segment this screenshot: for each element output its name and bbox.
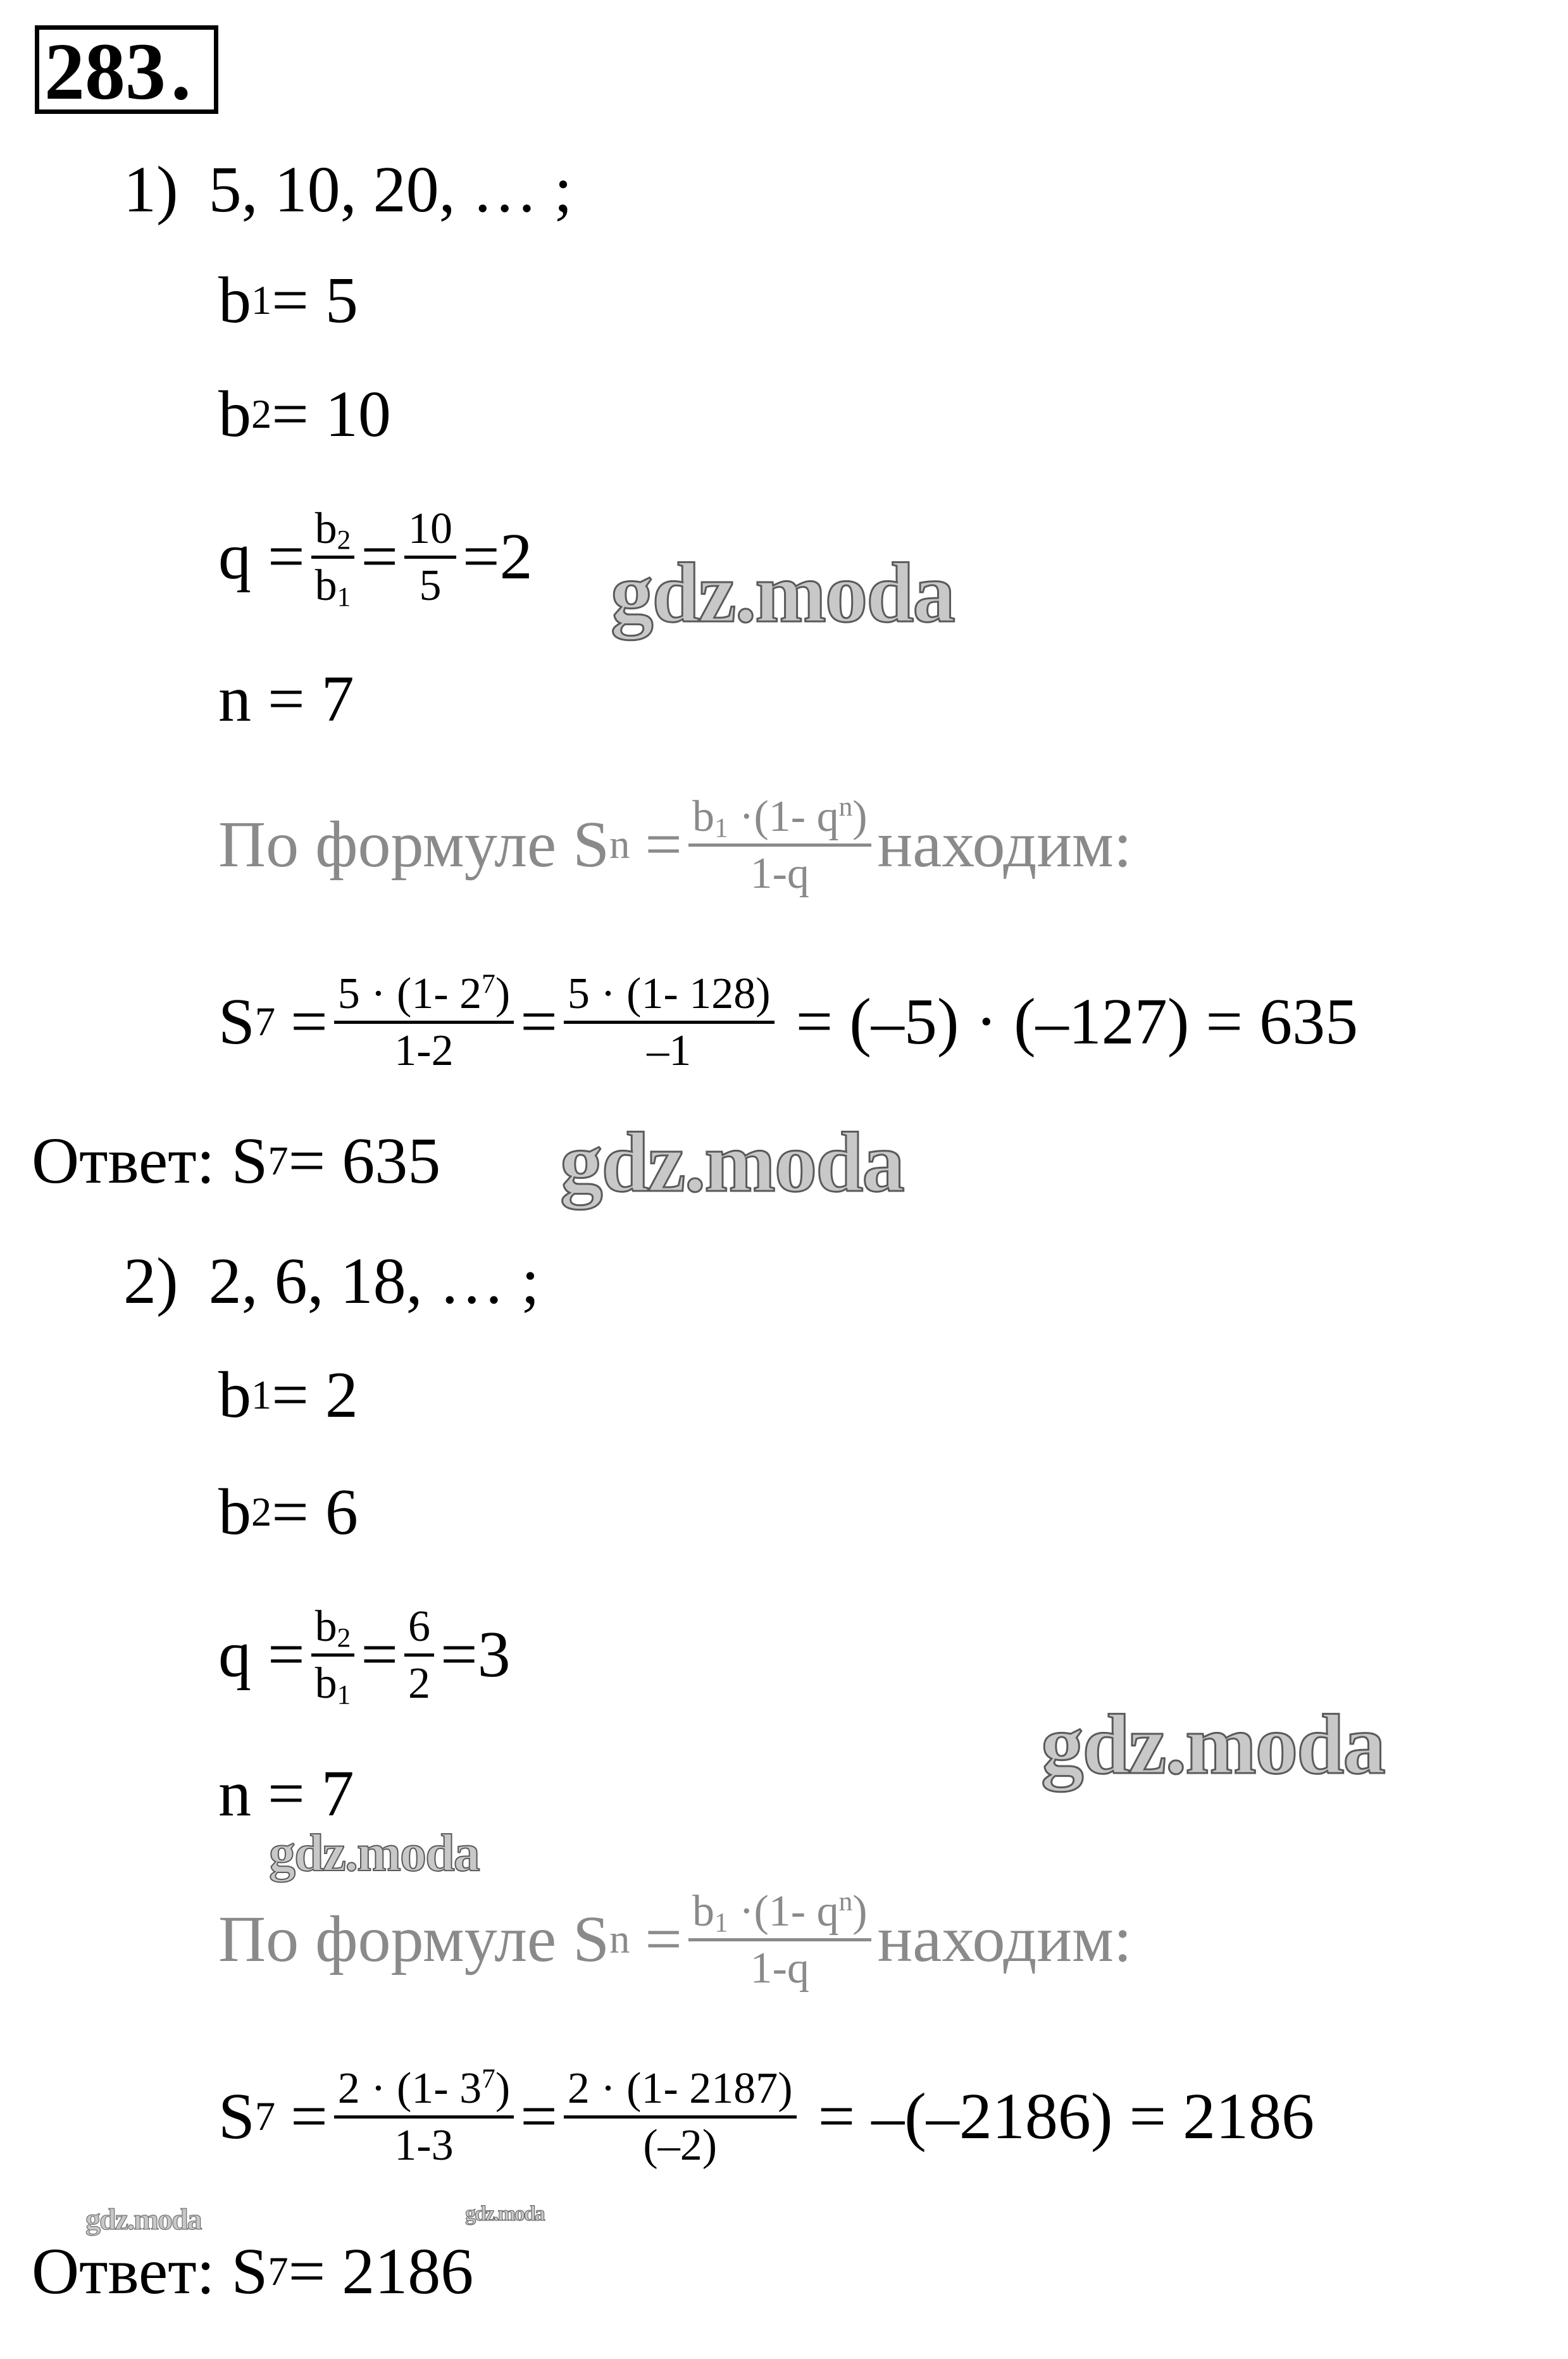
q-lhs: q = [218,1618,305,1691]
s7-eq1: = [290,985,328,1058]
fraction-bar [564,1021,775,1024]
frac-num-sub: 2 [337,525,351,556]
frac-num: 2 · (1- 2187) [567,2063,793,2113]
watermark: gdz.moda [85,2203,201,2236]
s7-lhs: S [218,2080,255,2153]
problem-number: 283 [44,26,166,116]
part1-n-line [218,642,354,756]
frac-den-sub: 1 [337,1679,351,1710]
frac-den: 1-2 [394,1026,454,1075]
frac-den: b [314,561,337,610]
frac-num-end: ) [852,1886,868,1936]
part1-answer-line: Ответ: S 7 = 635 [32,1124,441,1197]
frac-den: 1-q [750,1943,809,1993]
frac-num-end: ) [495,2063,511,2113]
q-fraction-b2-b1 [311,504,355,613]
frac-den: (–2) [643,2120,718,2170]
b2-value: = 6 [271,1476,358,1548]
part1-formula-line: По формуле S n = $b_1 \cdot(1-$ $q^n$) 1-q находим: [218,791,1132,898]
q-result: =3 [440,1618,511,1691]
frac-num: 6 [408,1602,431,1651]
part2-heading [123,1224,540,1338]
frac-num-sup: 7 [482,968,495,999]
fraction-bar [564,2115,797,2119]
fraction-bar [688,1938,871,1941]
watermark: gdz.moda [465,2202,544,2225]
part1-q-line [218,500,533,614]
q-eq: = [361,520,399,593]
s7-fraction-1 [334,2064,514,2170]
frac-den: –1 [647,1026,692,1075]
watermark: gdz.moda [560,1116,904,1210]
b1-var: b [218,1359,251,1431]
part2-b2-line: b 2 = 6 [218,1476,358,1548]
s7-result: = (–5) · (–127) = 635 [795,985,1359,1058]
answer-value: = 2186 [288,2235,474,2308]
frac-num-sub: 2 [337,1622,351,1653]
formula-fraction [688,1887,871,1993]
s7-fraction-1 [334,969,514,1075]
formula-suffix: находим: [877,1903,1132,1976]
s7-result: = –(–2186) = 2186 [818,2080,1315,2153]
frac-num: 2 · (1- 3 [337,2063,482,2113]
formula-fraction [688,792,871,898]
frac-den: 1-q [750,849,809,898]
part2-answer-line: Ответ: S 7 = 2186 [32,2235,474,2308]
part1-b1-line: b 1 = 5 [218,264,358,337]
b2-value: = 10 [271,378,391,451]
frac-num-sup: n [838,791,853,822]
frac-num-sub: 1 [714,1907,728,1938]
formula-eq: = [645,808,682,881]
fraction-bar [311,556,355,559]
answer-prefix: Ответ: S [32,2235,268,2308]
s7-eq2: = [520,985,557,1058]
s7-eq1: = [290,2080,328,2153]
part1-label: 1) [123,153,178,226]
s7-lhs: S [218,985,255,1058]
frac-num: 10 [408,504,453,553]
part2-sequence: 2, 6, 18, … ; [208,1245,540,1317]
q-result: =2 [463,520,533,593]
frac-num-sub: 1 [714,812,728,843]
frac-den: 5 [419,561,442,610]
part2-q-line [218,1598,511,1712]
b2-var: b [218,1476,251,1548]
b1-value: = 2 [271,1359,358,1431]
formula-prefix: По формуле S [218,1903,610,1976]
fraction-bar [334,2115,514,2119]
part1-b2-line: b 2 = 10 [218,378,391,451]
formula-suffix: находим: [877,808,1132,881]
n-value: n = 7 [218,1757,354,1830]
frac-num: 5 · (1- 128) [567,969,771,1018]
frac-num-end: ) [852,792,868,841]
q-fraction-b2-b1 [311,1602,355,1708]
s7-fraction-2 [564,969,775,1075]
frac-num: 5 · (1- 2 [337,969,482,1018]
part2-formula-line: По формуле S n = $b_1 \cdot(1-$ $q^n$) 1-q находим: [218,1886,1132,1993]
part2-s7-line: S 7 = 2 · (1- $3^7$) 1-3 = 2 · (1- 2187) (–2) = –(–2186) = 2186 [218,2063,1315,2170]
frac-num-sup: n [838,1886,853,1917]
q-eq: = [361,1618,399,1691]
n-value: n = 7 [218,663,354,735]
formula-prefix: По формуле S [218,808,610,881]
part1-sequence: 5, 10, 20, … ; [208,153,573,226]
q-fraction-values [404,1602,434,1708]
frac-num-end: ) [495,969,511,1018]
s7-fraction-2 [564,2064,797,2170]
b2-var: b [218,378,251,451]
answer-prefix: Ответ: S [32,1124,268,1197]
fraction-bar [404,556,456,559]
frac-num: b [314,1602,337,1651]
part2-b1-line: b 1 = 2 [218,1359,358,1431]
fraction-bar [404,1653,434,1657]
formula-eq: = [645,1903,682,1976]
frac-num: b [692,1886,714,1936]
fraction-bar [311,1653,355,1657]
b1-value: = 5 [271,264,358,337]
answer-value: = 635 [288,1124,441,1197]
watermark: gdz.moda [1041,1698,1384,1792]
frac-num: b [314,504,337,553]
s7-eq2: = [520,2080,557,2153]
fraction-bar [334,1021,514,1024]
frac-den: b [314,1659,337,1708]
q-lhs: q = [218,520,305,593]
q-fraction-values [404,504,456,610]
frac-num-mid: ·(1- q [728,1886,839,1936]
part1-s7-line: S 7 = 5 · (1- $2^7$) 1-2 = 5 · (1- 128) –1 = (–5) · (–127) = 635 [218,968,1359,1075]
fraction-bar [688,843,871,847]
problem-number-dot: . [171,26,191,116]
frac-num: b [692,792,714,841]
frac-num-mid: ·(1- q [728,792,839,841]
watermark: gdz.moda [611,546,954,640]
b1-var: b [218,264,251,337]
frac-den: 2 [408,1659,431,1708]
frac-den-sub: 1 [337,582,351,613]
part2-label: 2) [123,1245,178,1317]
frac-den: 1-3 [394,2120,454,2170]
watermark: gdz.moda [269,1824,479,1883]
part1-heading [123,133,573,247]
frac-num-sup: 7 [482,2063,495,2094]
